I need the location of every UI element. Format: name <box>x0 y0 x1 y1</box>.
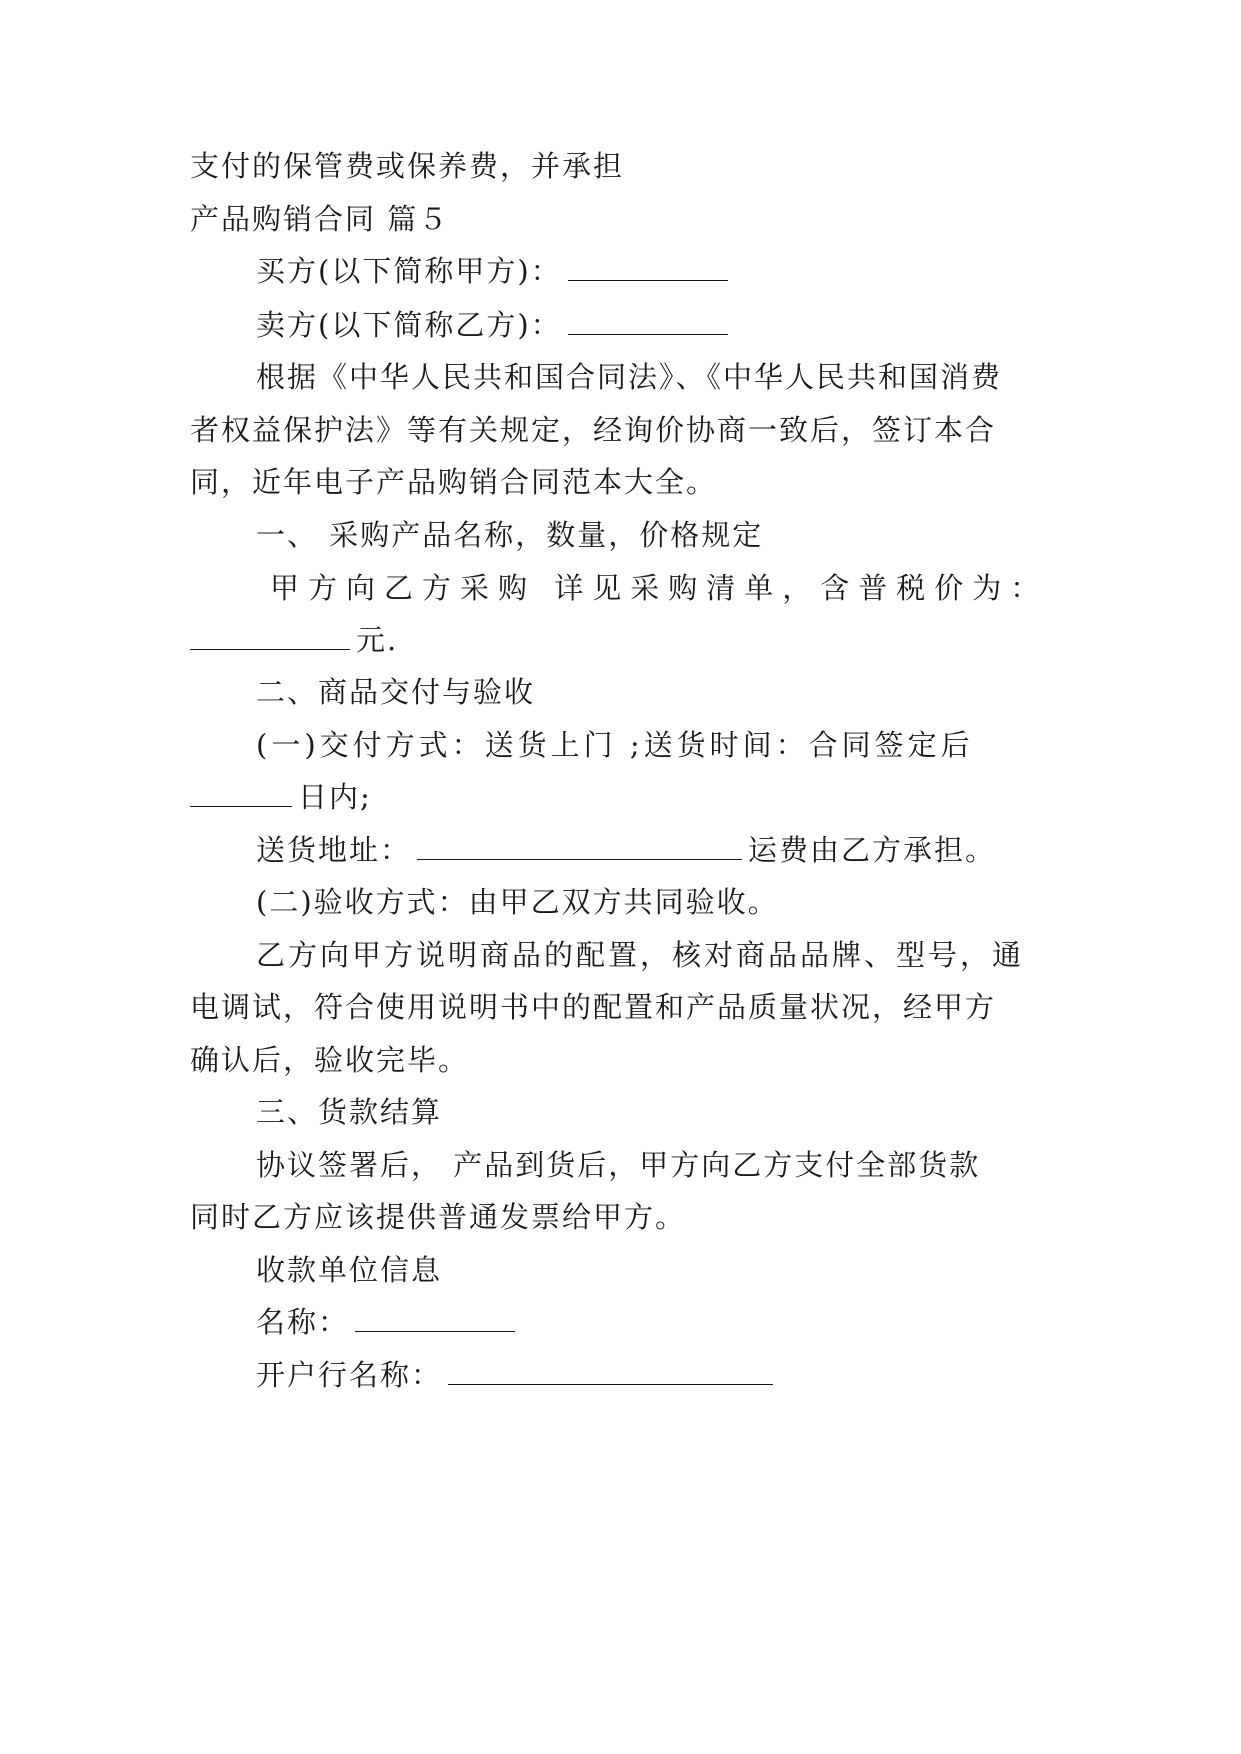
paragraph-line: (一)交付方式：送货上门 ;送货时间：合同签定后 <box>256 728 974 762</box>
bank-name-blank <box>448 1358 773 1385</box>
paragraph-line: 电调试，符合使用说明书中的配置和产品质量状况，经甲方 <box>190 990 997 1024</box>
paragraph-line: 同时乙方应该提供普通发票给甲方。 <box>190 1200 687 1234</box>
paragraph-line: 协议签署后， 产品到货后，甲方向乙方支付全部货款 <box>256 1148 981 1182</box>
paragraph-line: (二)验收方式：由甲乙双方共同验收。 <box>256 885 779 919</box>
paragraph-line: 根据《中华人民共和国合同法》、《中华人民共和国消费 <box>256 360 1003 394</box>
address-blank <box>417 833 742 860</box>
payee-name-line: 名称： <box>256 1302 521 1342</box>
days-line: 日内; <box>190 777 372 817</box>
clause-heading: 一、 采购产品名称，数量，价格规定 <box>256 518 764 552</box>
paragraph-line: 乙方向甲方说明商品的配置，核对商品品牌、型号，通 <box>256 938 1025 972</box>
paragraph-line: 支付的保管费或保养费，并承担 <box>190 149 625 183</box>
buyer-line: 买方(以下简称甲方)： <box>256 251 734 291</box>
seller-blank <box>568 308 728 335</box>
days-blank <box>190 780 292 807</box>
clause-heading: 二、商品交付与验收 <box>256 675 536 709</box>
bank-name-line: 开户行名称： <box>256 1355 779 1395</box>
seller-line: 卖方(以下简称乙方)： <box>256 305 734 345</box>
price-blank <box>190 623 350 650</box>
paragraph-line: 确认后，验收完毕。 <box>190 1043 470 1077</box>
price-line: 元. <box>190 620 398 660</box>
payee-heading: 收款单位信息 <box>256 1253 443 1287</box>
payee-name-blank <box>355 1305 515 1332</box>
clause-heading: 三、货款结算 <box>256 1095 443 1129</box>
paragraph-line: 者权益保护法》等有关规定，经询价协商一致后，签订本合 <box>190 413 997 447</box>
section-title: 产品购销合同 篇５ <box>190 202 450 236</box>
buyer-blank <box>568 254 728 281</box>
paragraph-line: 同，近年电子产品购销合同范本大全。 <box>190 465 718 499</box>
address-line: 送货地址： 运费由乙方承担。 <box>256 833 997 867</box>
paragraph-line: 甲方向乙方采购 详见采购清单，含普税价为： <box>270 571 1049 605</box>
